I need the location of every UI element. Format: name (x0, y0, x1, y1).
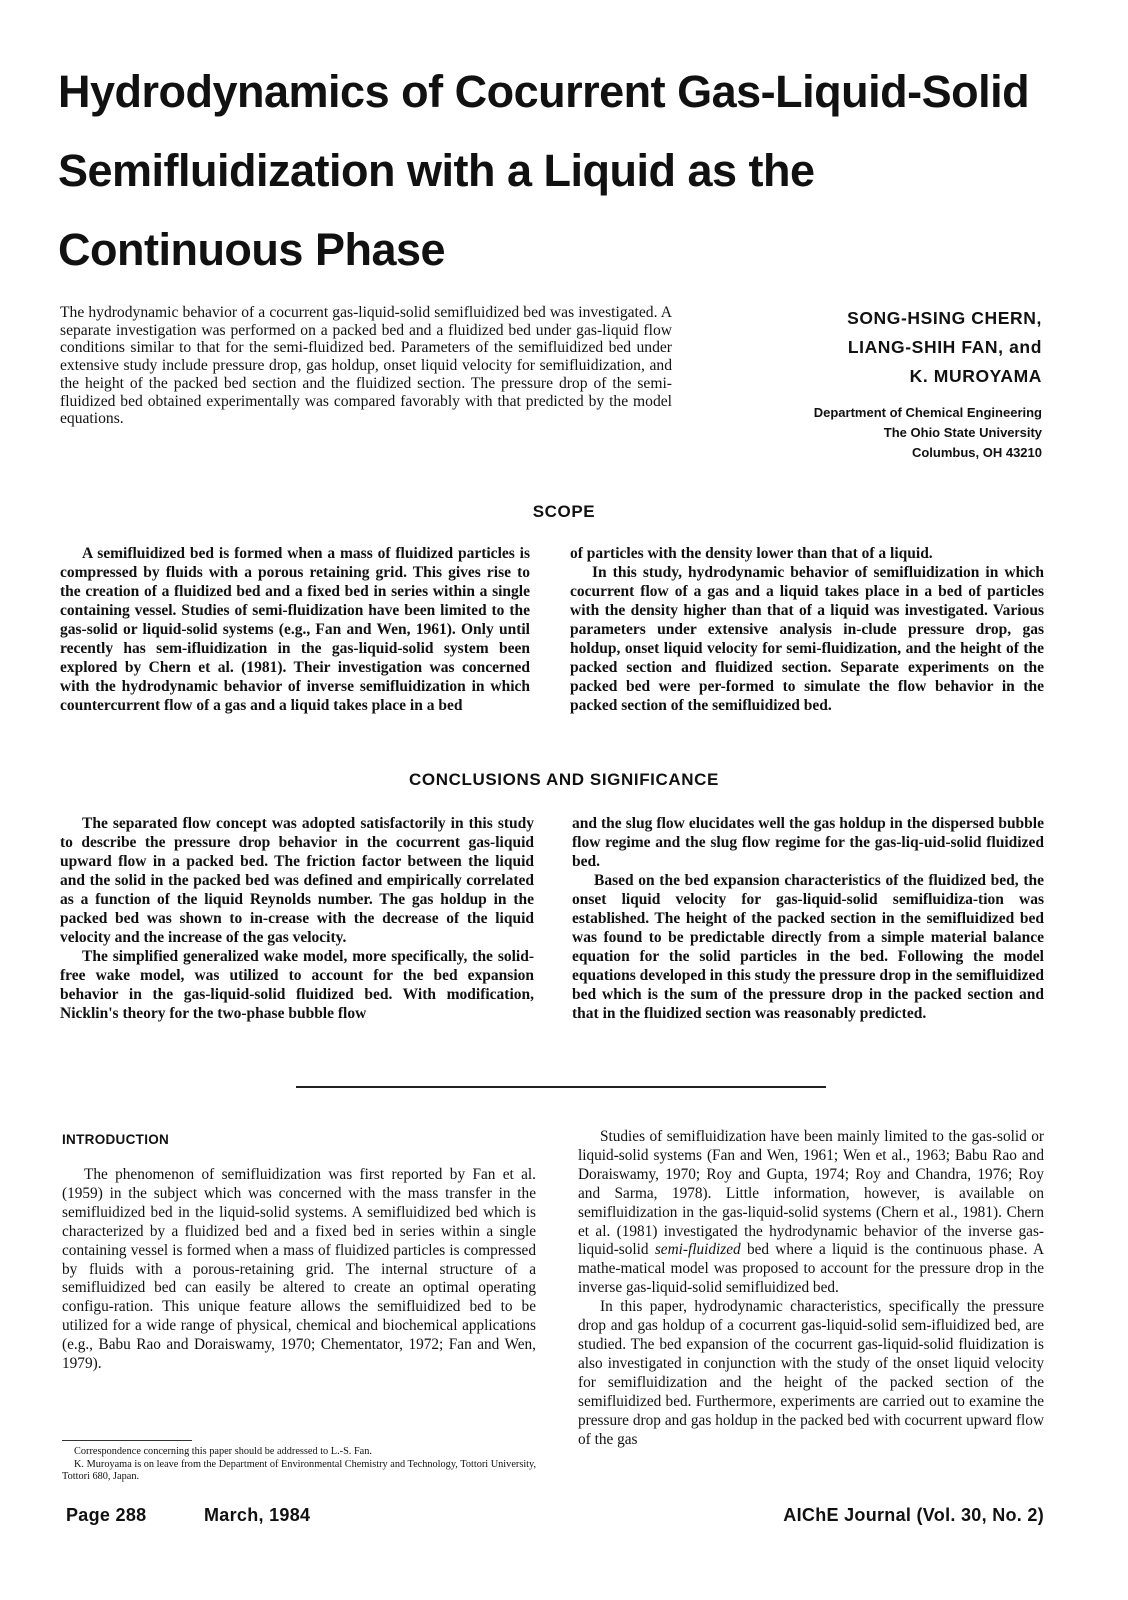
introduction-heading: INTRODUCTION (62, 1132, 170, 1147)
scope-left-column (60, 544, 530, 715)
text-run: bed where a liquid is the continuous phase. A mathe-matical model was proposed to account for the pressure drop in the inverse gas-liquid-solid semifluidized bed. (578, 1241, 1044, 1297)
footnote: K. Muroyama is on leave from the Department of Environmental Chemistry and Technology, Tottori University, Tottori 680, Japan. (62, 1458, 537, 1482)
author-block (760, 304, 1042, 463)
text-run: Studies of semifluidization have been mainly limited to the gas-solid or liquid-solid systems (Fan and Wen, 1961; Wen et al., 1963; Babu Rao and Doraiswamy, 1970; Roy and Gupta, 1974; Roy and Chandra, 1976; Roy and Sarma, 1978). Little information, however, is available on semifluidization in the gas-liquid-solid systems (Chern et al., 1981). Chern et al. (1981) investigated the hydrodynamic behavior of the inverse gas-liquid-solid (578, 1128, 1044, 1259)
conclusions-left-column (60, 814, 534, 1023)
paragraph (578, 1128, 1044, 1298)
scope-right-column (570, 544, 1044, 715)
conclusions-right-column (572, 814, 1044, 1023)
paragraph: In this paper, hydrodynamic characteristics, specifically the pressure drop and gas holdup of a cocurrent gas-liquid-solid sem-ifluidized bed, are studied. The bed expansion of the cocurrent gas-liquid-solid fluidization is also investigated in conjunction with the study of the onset liquid velocity for semifluidization and the height of the packed section of the semifluidized bed. Furthermore, experiments are carried out to examine the pressure drop and gas holdup in the packed bed with cocurrent upward flow of the gas (578, 1298, 1044, 1448)
section-divider (296, 1086, 826, 1088)
affiliation-city: Columbus, OH 43210 (911, 445, 1042, 460)
paragraph: of particles with the density lower than that of a liquid. (570, 545, 933, 562)
author-line: K. MUROYAMA (909, 366, 1042, 386)
footer-page-number: Page 288 (66, 1505, 147, 1525)
introduction-right-column (578, 1128, 1044, 1449)
article-title: Hydrodynamics of Cocurrent Gas-Liquid-Solid Semifluidization with a Liquid as the Continuous Phase (58, 66, 1030, 275)
author-line: LIANG-SHIH FAN, and (847, 337, 1042, 357)
author-line: SONG-HSING CHERN, (847, 308, 1042, 328)
affiliation-department: Department of Chemical Engineering (813, 405, 1042, 420)
scope-heading: SCOPE (532, 502, 596, 521)
paragraph: and the slug flow elucidates well the gas holdup in the dispersed bubble flow regime and the slug flow regime for the gas-liq-uid-solid fluidized bed. (572, 815, 1044, 870)
paragraph: The phenomenon of semifluidization was first reported by Fan et al. (1959) in the subject which was concerned with the mass transfer in the semifluidized bed in the liquid-solid systems. A semifluidized bed which is characterized by a fluidized bed and a fixed bed in series within a single containing vessel is formed when a mass of fluidized particles is compressed by fluids with a porous-retaining grid. The internal structure of a semifluidized bed can easily be altered to create an optimal operating configu-ration. This unique feature allows the semifluidized bed to be utilized for a wide range of physical, chemical and biochemical applications (e.g., Babu Rao and Doraiswamy, 1970; Chementator, 1972; Fan and Wen, 1979). (62, 1166, 536, 1373)
footer-journal: AIChE Journal (Vol. 30, No. 2) (783, 1505, 1044, 1525)
paragraph: The simplified generalized wake model, more specifically, the solid-free wake model, was utilized to account for the bed expansion behavior in the gas-liquid-solid fluidized bed. With modification, Nicklin's theory for the two-phase bubble flow (60, 948, 534, 1022)
conclusions-heading: CONCLUSIONS AND SIGNIFICANCE (409, 770, 719, 789)
affiliation (760, 403, 1042, 463)
italic-text-run: semi-fluidized (654, 1241, 741, 1259)
paragraph: The separated flow concept was adopted satisfactorily in this study to describe the pressure drop behavior in the cocurrent gas-liquid upward flow in a packed bed. The friction factor between the liquid and the solid in the packed bed was defined and empirically correlated as a function of the liquid Reynolds number. The gas holdup in the packed bed was shown to in-crease with the decrease of the liquid velocity and the increase of the gas velocity. (60, 815, 534, 946)
affiliation-university: The Ohio State University (883, 425, 1042, 440)
footnotes (62, 1446, 542, 1484)
introduction-left-column (62, 1166, 536, 1374)
author-names (760, 304, 1042, 391)
footnote: Correspondence concerning this paper should be addressed to L.-S. Fan. (74, 1446, 372, 1457)
footnote-divider (62, 1440, 192, 1441)
abstract: The hydrodynamic behavior of a cocurrent gas-liquid-solid semifluidized bed was investigated. A separate investigation was performed on a packed bed and a fluidized bed under gas-liquid flow conditions similar to that for the semi-fluidized bed. Parameters of the semifluidized bed under extensive study include pressure drop, gas holdup, onset liquid velocity for semifluidization, and the height of the packed bed section and the fluidized section. The pressure drop of the semi-fluidized bed obtained experimentally was compared favorably with that predicted by the model equations. (60, 304, 672, 428)
footer-date: March, 1984 (204, 1505, 311, 1525)
paragraph: In this study, hydrodynamic behavior of semifluidization in which cocurrent flow of a gas and a liquid takes place in a bed of particles with the density higher than that of a liquid was investigated. Various parameters under extensive analysis in-clude pressure drop, gas holdup, onset liquid velocity for semi-fluidization, and the height of the packed section and fluidized section. Separate experiments on the packed bed were per-formed to simulate the flow behavior in the packed section of the semifluidized bed. (570, 564, 1044, 714)
paragraph: Based on the bed expansion characteristics of the fluidized bed, the onset liquid velocity for gas-liquid-solid semifluidiza-tion was established. The height of the packed section in the semifluidized bed was found to be predictable directly from a simple material balance equation for the solid particles in the bed. Following the model equations developed in this study the pressure drop in the semifluidized bed which is the sum of the pressure drop in the packed section and that in the fluidized section was reasonably predicted. (572, 872, 1044, 1022)
paragraph: A semifluidized bed is formed when a mass of fluidized particles is compressed by fluids with a porous retaining grid. This gives rise to the creation of a fluidized bed and a fixed bed in series within a single containing vessel. Studies of semi-fluidization have been limited to the gas-solid or liquid-solid systems (e.g., Fan and Wen, 1961). Only until recently has sem-ifluidization in the gas-liquid-solid system been explored by Chern et al. (1981). Their investigation was concerned with the hydrodynamic behavior of inverse semifluidization in which countercurrent flow of a gas and a liquid takes place in a bed (60, 545, 530, 714)
